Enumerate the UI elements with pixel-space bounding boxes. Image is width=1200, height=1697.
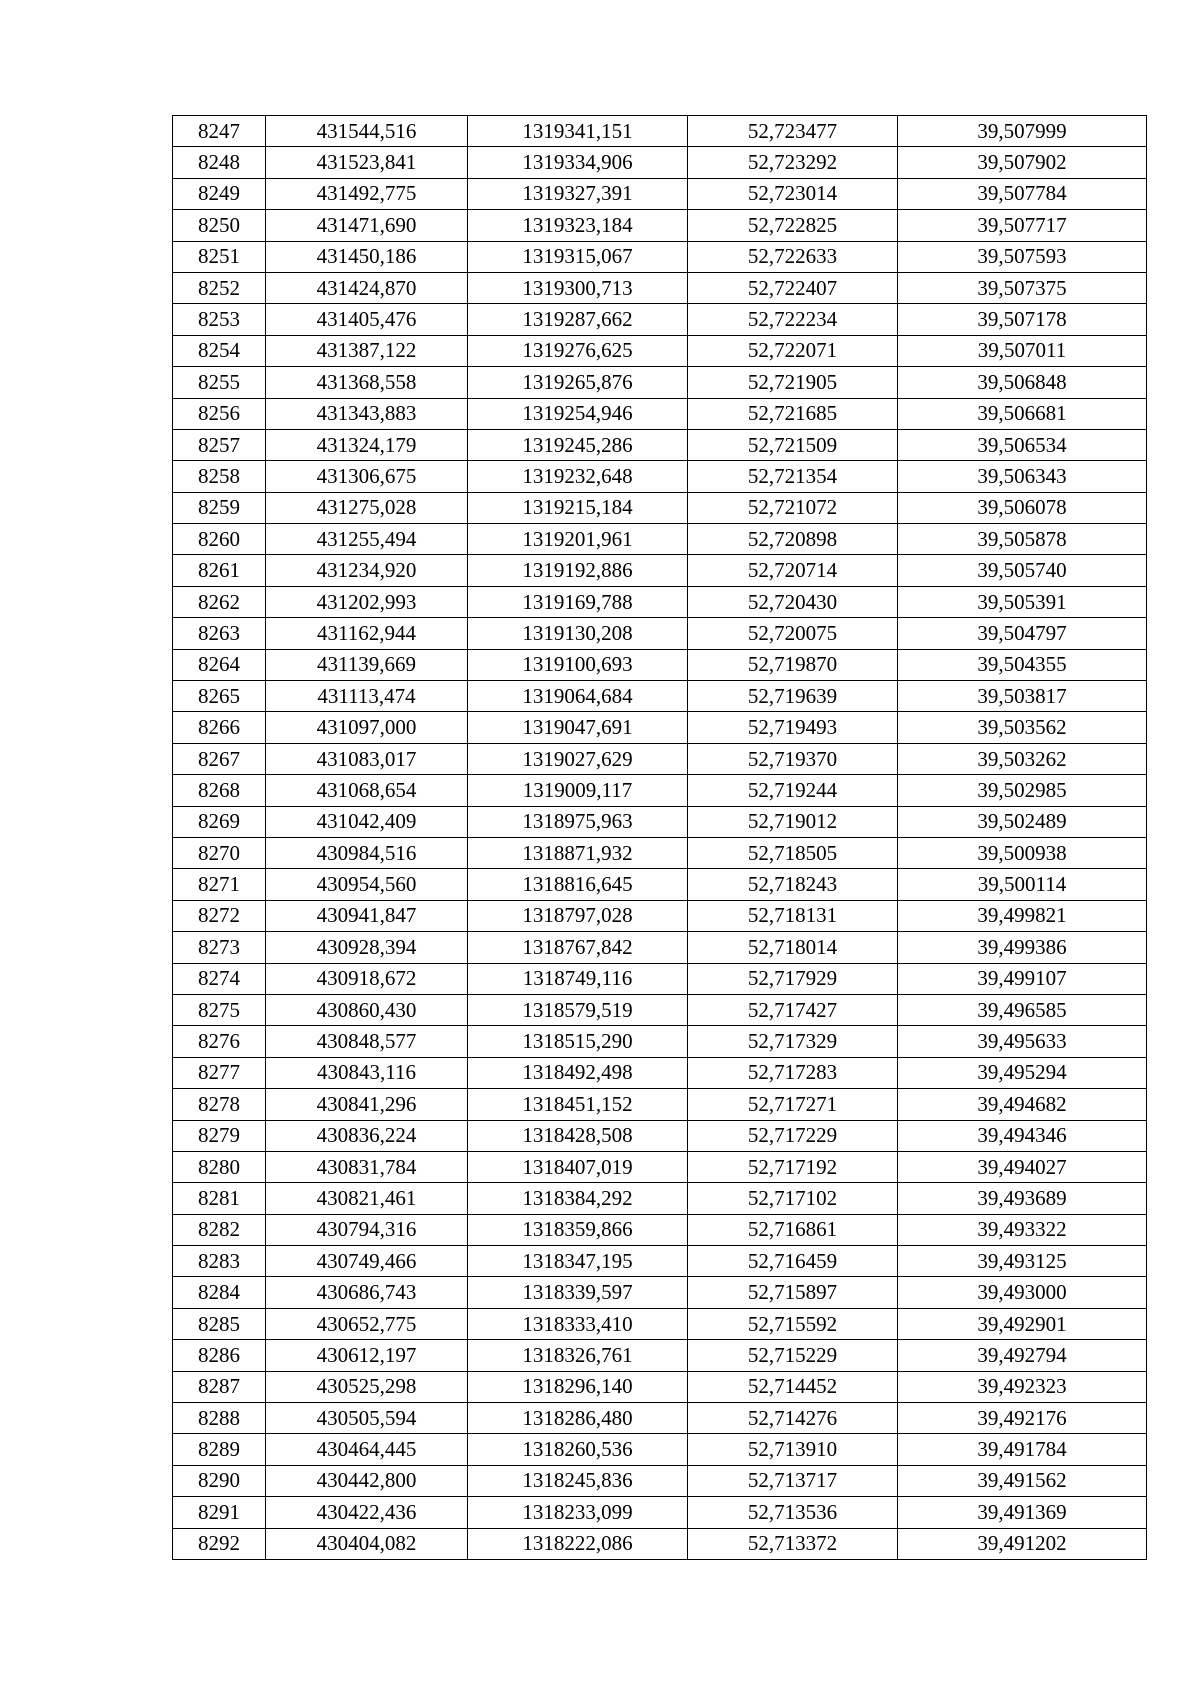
point-number-cell: 8266 bbox=[173, 712, 266, 743]
longitude-cell: 39,491784 bbox=[898, 1434, 1147, 1465]
x-coordinate-cell: 431042,409 bbox=[266, 806, 468, 837]
x-coordinate-cell: 431139,669 bbox=[266, 649, 468, 680]
table-row bbox=[173, 1308, 1147, 1339]
point-number-cell: 8285 bbox=[173, 1308, 266, 1339]
y-coordinate-cell: 1319100,693 bbox=[468, 649, 688, 680]
point-number-cell: 8259 bbox=[173, 492, 266, 523]
latitude-cell: 52,713372 bbox=[688, 1528, 898, 1559]
longitude-cell: 39,507375 bbox=[898, 272, 1147, 303]
point-number-cell: 8273 bbox=[173, 932, 266, 963]
point-number-cell: 8289 bbox=[173, 1434, 266, 1465]
table-row bbox=[173, 272, 1147, 303]
y-coordinate-cell: 1318816,645 bbox=[468, 869, 688, 900]
x-coordinate-cell: 431324,179 bbox=[266, 429, 468, 460]
y-coordinate-cell: 1318326,761 bbox=[468, 1340, 688, 1371]
latitude-cell: 52,717929 bbox=[688, 963, 898, 994]
table-row bbox=[173, 837, 1147, 868]
table-row bbox=[173, 994, 1147, 1025]
y-coordinate-cell: 1318492,498 bbox=[468, 1057, 688, 1088]
table-row bbox=[173, 649, 1147, 680]
x-coordinate-cell: 430464,445 bbox=[266, 1434, 468, 1465]
y-coordinate-cell: 1319334,906 bbox=[468, 147, 688, 178]
y-coordinate-cell: 1319265,876 bbox=[468, 367, 688, 398]
x-coordinate-cell: 430954,560 bbox=[266, 869, 468, 900]
point-number-cell: 8291 bbox=[173, 1497, 266, 1528]
x-coordinate-cell: 431368,558 bbox=[266, 367, 468, 398]
point-number-cell: 8284 bbox=[173, 1277, 266, 1308]
y-coordinate-cell: 1318975,963 bbox=[468, 806, 688, 837]
y-coordinate-cell: 1318515,290 bbox=[468, 1026, 688, 1057]
longitude-cell: 39,505391 bbox=[898, 586, 1147, 617]
longitude-cell: 39,492901 bbox=[898, 1308, 1147, 1339]
latitude-cell: 52,722825 bbox=[688, 210, 898, 241]
point-number-cell: 8288 bbox=[173, 1403, 266, 1434]
longitude-cell: 39,491562 bbox=[898, 1465, 1147, 1496]
latitude-cell: 52,721072 bbox=[688, 492, 898, 523]
x-coordinate-cell: 430794,316 bbox=[266, 1214, 468, 1245]
longitude-cell: 39,494027 bbox=[898, 1151, 1147, 1182]
point-number-cell: 8254 bbox=[173, 335, 266, 366]
y-coordinate-cell: 1318333,410 bbox=[468, 1308, 688, 1339]
longitude-cell: 39,506534 bbox=[898, 429, 1147, 460]
y-coordinate-cell: 1319009,117 bbox=[468, 775, 688, 806]
table-row bbox=[173, 335, 1147, 366]
point-number-cell: 8252 bbox=[173, 272, 266, 303]
y-coordinate-cell: 1318296,140 bbox=[468, 1371, 688, 1402]
table-row bbox=[173, 1057, 1147, 1088]
x-coordinate-cell: 431202,993 bbox=[266, 586, 468, 617]
y-coordinate-cell: 1319254,946 bbox=[468, 398, 688, 429]
latitude-cell: 52,720898 bbox=[688, 524, 898, 555]
longitude-cell: 39,507717 bbox=[898, 210, 1147, 241]
latitude-cell: 52,714276 bbox=[688, 1403, 898, 1434]
point-number-cell: 8286 bbox=[173, 1340, 266, 1371]
x-coordinate-cell: 430612,197 bbox=[266, 1340, 468, 1371]
point-number-cell: 8250 bbox=[173, 210, 266, 241]
latitude-cell: 52,717283 bbox=[688, 1057, 898, 1088]
table-row bbox=[173, 461, 1147, 492]
x-coordinate-cell: 431113,474 bbox=[266, 681, 468, 712]
y-coordinate-cell: 1318359,866 bbox=[468, 1214, 688, 1245]
table-row bbox=[173, 1340, 1147, 1371]
longitude-cell: 39,502985 bbox=[898, 775, 1147, 806]
point-number-cell: 8290 bbox=[173, 1465, 266, 1496]
x-coordinate-cell: 430525,298 bbox=[266, 1371, 468, 1402]
longitude-cell: 39,495294 bbox=[898, 1057, 1147, 1088]
point-number-cell: 8282 bbox=[173, 1214, 266, 1245]
longitude-cell: 39,507784 bbox=[898, 178, 1147, 209]
y-coordinate-cell: 1319064,684 bbox=[468, 681, 688, 712]
point-number-cell: 8253 bbox=[173, 304, 266, 335]
x-coordinate-cell: 430860,430 bbox=[266, 994, 468, 1025]
x-coordinate-cell: 430831,784 bbox=[266, 1151, 468, 1182]
y-coordinate-cell: 1318347,195 bbox=[468, 1246, 688, 1277]
table-row bbox=[173, 743, 1147, 774]
latitude-cell: 52,714452 bbox=[688, 1371, 898, 1402]
table-row bbox=[173, 429, 1147, 460]
latitude-cell: 52,713910 bbox=[688, 1434, 898, 1465]
latitude-cell: 52,715897 bbox=[688, 1277, 898, 1308]
x-coordinate-cell: 430984,516 bbox=[266, 837, 468, 868]
latitude-cell: 52,721685 bbox=[688, 398, 898, 429]
table-row bbox=[173, 304, 1147, 335]
latitude-cell: 52,720430 bbox=[688, 586, 898, 617]
longitude-cell: 39,493000 bbox=[898, 1277, 1147, 1308]
latitude-cell: 52,719370 bbox=[688, 743, 898, 774]
table-row bbox=[173, 1465, 1147, 1496]
point-number-cell: 8270 bbox=[173, 837, 266, 868]
latitude-cell: 52,713536 bbox=[688, 1497, 898, 1528]
latitude-cell: 52,716861 bbox=[688, 1214, 898, 1245]
longitude-cell: 39,493125 bbox=[898, 1246, 1147, 1277]
table-row bbox=[173, 963, 1147, 994]
table-row bbox=[173, 586, 1147, 617]
point-number-cell: 8258 bbox=[173, 461, 266, 492]
x-coordinate-cell: 430928,394 bbox=[266, 932, 468, 963]
y-coordinate-cell: 1318286,480 bbox=[468, 1403, 688, 1434]
table-row bbox=[173, 900, 1147, 931]
point-number-cell: 8280 bbox=[173, 1151, 266, 1182]
x-coordinate-cell: 430505,594 bbox=[266, 1403, 468, 1434]
y-coordinate-cell: 1319323,184 bbox=[468, 210, 688, 241]
table-row bbox=[173, 492, 1147, 523]
point-number-cell: 8277 bbox=[173, 1057, 266, 1088]
latitude-cell: 52,721509 bbox=[688, 429, 898, 460]
x-coordinate-cell: 430821,461 bbox=[266, 1183, 468, 1214]
table-row bbox=[173, 178, 1147, 209]
point-number-cell: 8281 bbox=[173, 1183, 266, 1214]
table-row bbox=[173, 210, 1147, 241]
latitude-cell: 52,717102 bbox=[688, 1183, 898, 1214]
y-coordinate-cell: 1318384,292 bbox=[468, 1183, 688, 1214]
point-number-cell: 8272 bbox=[173, 900, 266, 931]
x-coordinate-cell: 430652,775 bbox=[266, 1308, 468, 1339]
y-coordinate-cell: 1319027,629 bbox=[468, 743, 688, 774]
point-number-cell: 8268 bbox=[173, 775, 266, 806]
x-coordinate-cell: 430848,577 bbox=[266, 1026, 468, 1057]
table-row bbox=[173, 1528, 1147, 1559]
longitude-cell: 39,506848 bbox=[898, 367, 1147, 398]
x-coordinate-cell: 430686,743 bbox=[266, 1277, 468, 1308]
y-coordinate-cell: 1319232,648 bbox=[468, 461, 688, 492]
x-coordinate-cell: 431275,028 bbox=[266, 492, 468, 523]
x-coordinate-cell: 431523,841 bbox=[266, 147, 468, 178]
latitude-cell: 52,719012 bbox=[688, 806, 898, 837]
latitude-cell: 52,718014 bbox=[688, 932, 898, 963]
latitude-cell: 52,715229 bbox=[688, 1340, 898, 1371]
point-number-cell: 8262 bbox=[173, 586, 266, 617]
x-coordinate-cell: 431068,654 bbox=[266, 775, 468, 806]
x-coordinate-cell: 431234,920 bbox=[266, 555, 468, 586]
x-coordinate-cell: 430841,296 bbox=[266, 1089, 468, 1120]
table-row bbox=[173, 1089, 1147, 1120]
point-number-cell: 8265 bbox=[173, 681, 266, 712]
longitude-cell: 39,491369 bbox=[898, 1497, 1147, 1528]
x-coordinate-cell: 430442,800 bbox=[266, 1465, 468, 1496]
latitude-cell: 52,715592 bbox=[688, 1308, 898, 1339]
y-coordinate-cell: 1318339,597 bbox=[468, 1277, 688, 1308]
table-row bbox=[173, 116, 1147, 147]
x-coordinate-cell: 430836,224 bbox=[266, 1120, 468, 1151]
y-coordinate-cell: 1319327,391 bbox=[468, 178, 688, 209]
y-coordinate-cell: 1318428,508 bbox=[468, 1120, 688, 1151]
table-row bbox=[173, 241, 1147, 272]
longitude-cell: 39,494346 bbox=[898, 1120, 1147, 1151]
y-coordinate-cell: 1318245,836 bbox=[468, 1465, 688, 1496]
longitude-cell: 39,503817 bbox=[898, 681, 1147, 712]
longitude-cell: 39,493322 bbox=[898, 1214, 1147, 1245]
table-row bbox=[173, 681, 1147, 712]
y-coordinate-cell: 1318260,536 bbox=[468, 1434, 688, 1465]
table-row bbox=[173, 618, 1147, 649]
longitude-cell: 39,500938 bbox=[898, 837, 1147, 868]
point-number-cell: 8271 bbox=[173, 869, 266, 900]
latitude-cell: 52,719244 bbox=[688, 775, 898, 806]
latitude-cell: 52,713717 bbox=[688, 1465, 898, 1496]
point-number-cell: 8248 bbox=[173, 147, 266, 178]
x-coordinate-cell: 431083,017 bbox=[266, 743, 468, 774]
point-number-cell: 8256 bbox=[173, 398, 266, 429]
table-row bbox=[173, 1434, 1147, 1465]
table-row bbox=[173, 147, 1147, 178]
point-number-cell: 8251 bbox=[173, 241, 266, 272]
latitude-cell: 52,722633 bbox=[688, 241, 898, 272]
point-number-cell: 8274 bbox=[173, 963, 266, 994]
x-coordinate-cell: 431492,775 bbox=[266, 178, 468, 209]
longitude-cell: 39,505878 bbox=[898, 524, 1147, 555]
table-row bbox=[173, 1214, 1147, 1245]
longitude-cell: 39,499386 bbox=[898, 932, 1147, 963]
table-row bbox=[173, 1120, 1147, 1151]
point-number-cell: 8257 bbox=[173, 429, 266, 460]
latitude-cell: 52,718131 bbox=[688, 900, 898, 931]
y-coordinate-cell: 1318749,116 bbox=[468, 963, 688, 994]
latitude-cell: 52,718243 bbox=[688, 869, 898, 900]
y-coordinate-cell: 1319215,184 bbox=[468, 492, 688, 523]
y-coordinate-cell: 1319245,286 bbox=[468, 429, 688, 460]
longitude-cell: 39,506681 bbox=[898, 398, 1147, 429]
point-number-cell: 8278 bbox=[173, 1089, 266, 1120]
longitude-cell: 39,507593 bbox=[898, 241, 1147, 272]
y-coordinate-cell: 1319130,208 bbox=[468, 618, 688, 649]
longitude-cell: 39,503562 bbox=[898, 712, 1147, 743]
point-number-cell: 8292 bbox=[173, 1528, 266, 1559]
latitude-cell: 52,720075 bbox=[688, 618, 898, 649]
x-coordinate-cell: 431306,675 bbox=[266, 461, 468, 492]
longitude-cell: 39,507999 bbox=[898, 116, 1147, 147]
x-coordinate-cell: 431471,690 bbox=[266, 210, 468, 241]
coordinate-table-body bbox=[173, 116, 1147, 1560]
latitude-cell: 52,723292 bbox=[688, 147, 898, 178]
latitude-cell: 52,717427 bbox=[688, 994, 898, 1025]
y-coordinate-cell: 1319192,886 bbox=[468, 555, 688, 586]
y-coordinate-cell: 1318767,842 bbox=[468, 932, 688, 963]
y-coordinate-cell: 1319300,713 bbox=[468, 272, 688, 303]
latitude-cell: 52,719639 bbox=[688, 681, 898, 712]
latitude-cell: 52,717271 bbox=[688, 1089, 898, 1120]
longitude-cell: 39,504355 bbox=[898, 649, 1147, 680]
longitude-cell: 39,507902 bbox=[898, 147, 1147, 178]
x-coordinate-cell: 430422,436 bbox=[266, 1497, 468, 1528]
latitude-cell: 52,719493 bbox=[688, 712, 898, 743]
x-coordinate-cell: 431544,516 bbox=[266, 116, 468, 147]
point-number-cell: 8267 bbox=[173, 743, 266, 774]
y-coordinate-cell: 1319201,961 bbox=[468, 524, 688, 555]
table-row bbox=[173, 1497, 1147, 1528]
latitude-cell: 52,723014 bbox=[688, 178, 898, 209]
table-row bbox=[173, 806, 1147, 837]
table-row bbox=[173, 1371, 1147, 1402]
longitude-cell: 39,493689 bbox=[898, 1183, 1147, 1214]
x-coordinate-cell: 431387,122 bbox=[266, 335, 468, 366]
longitude-cell: 39,507178 bbox=[898, 304, 1147, 335]
longitude-cell: 39,504797 bbox=[898, 618, 1147, 649]
longitude-cell: 39,506343 bbox=[898, 461, 1147, 492]
table-row bbox=[173, 1403, 1147, 1434]
point-number-cell: 8264 bbox=[173, 649, 266, 680]
table-row bbox=[173, 775, 1147, 806]
x-coordinate-cell: 431162,944 bbox=[266, 618, 468, 649]
y-coordinate-cell: 1318407,019 bbox=[468, 1151, 688, 1182]
latitude-cell: 52,717229 bbox=[688, 1120, 898, 1151]
x-coordinate-cell: 430941,847 bbox=[266, 900, 468, 931]
table-row bbox=[173, 869, 1147, 900]
longitude-cell: 39,505740 bbox=[898, 555, 1147, 586]
longitude-cell: 39,491202 bbox=[898, 1528, 1147, 1559]
longitude-cell: 39,499821 bbox=[898, 900, 1147, 931]
longitude-cell: 39,495633 bbox=[898, 1026, 1147, 1057]
point-number-cell: 8247 bbox=[173, 116, 266, 147]
table-row bbox=[173, 1277, 1147, 1308]
y-coordinate-cell: 1318222,086 bbox=[468, 1528, 688, 1559]
point-number-cell: 8275 bbox=[173, 994, 266, 1025]
longitude-cell: 39,492794 bbox=[898, 1340, 1147, 1371]
point-number-cell: 8269 bbox=[173, 806, 266, 837]
x-coordinate-cell: 430404,082 bbox=[266, 1528, 468, 1559]
table-row bbox=[173, 1246, 1147, 1277]
point-number-cell: 8283 bbox=[173, 1246, 266, 1277]
y-coordinate-cell: 1318797,028 bbox=[468, 900, 688, 931]
y-coordinate-cell: 1319315,067 bbox=[468, 241, 688, 272]
table-row bbox=[173, 712, 1147, 743]
table-row bbox=[173, 398, 1147, 429]
y-coordinate-cell: 1319047,691 bbox=[468, 712, 688, 743]
table-row bbox=[173, 367, 1147, 398]
latitude-cell: 52,719870 bbox=[688, 649, 898, 680]
table-row bbox=[173, 1026, 1147, 1057]
latitude-cell: 52,716459 bbox=[688, 1246, 898, 1277]
latitude-cell: 52,717192 bbox=[688, 1151, 898, 1182]
latitude-cell: 52,718505 bbox=[688, 837, 898, 868]
table-row bbox=[173, 524, 1147, 555]
longitude-cell: 39,503262 bbox=[898, 743, 1147, 774]
latitude-cell: 52,721905 bbox=[688, 367, 898, 398]
y-coordinate-cell: 1318871,932 bbox=[468, 837, 688, 868]
x-coordinate-cell: 431255,494 bbox=[266, 524, 468, 555]
point-number-cell: 8249 bbox=[173, 178, 266, 209]
table-row bbox=[173, 932, 1147, 963]
table-row bbox=[173, 555, 1147, 586]
x-coordinate-cell: 431343,883 bbox=[266, 398, 468, 429]
point-number-cell: 8279 bbox=[173, 1120, 266, 1151]
latitude-cell: 52,722234 bbox=[688, 304, 898, 335]
x-coordinate-cell: 430918,672 bbox=[266, 963, 468, 994]
latitude-cell: 52,722071 bbox=[688, 335, 898, 366]
point-number-cell: 8260 bbox=[173, 524, 266, 555]
x-coordinate-cell: 431424,870 bbox=[266, 272, 468, 303]
y-coordinate-cell: 1318579,519 bbox=[468, 994, 688, 1025]
longitude-cell: 39,499107 bbox=[898, 963, 1147, 994]
point-number-cell: 8255 bbox=[173, 367, 266, 398]
longitude-cell: 39,494682 bbox=[898, 1089, 1147, 1120]
longitude-cell: 39,496585 bbox=[898, 994, 1147, 1025]
coordinate-table bbox=[172, 115, 1147, 1560]
x-coordinate-cell: 431405,476 bbox=[266, 304, 468, 335]
longitude-cell: 39,506078 bbox=[898, 492, 1147, 523]
latitude-cell: 52,722407 bbox=[688, 272, 898, 303]
x-coordinate-cell: 431097,000 bbox=[266, 712, 468, 743]
y-coordinate-cell: 1319287,662 bbox=[468, 304, 688, 335]
latitude-cell: 52,720714 bbox=[688, 555, 898, 586]
table-row bbox=[173, 1183, 1147, 1214]
y-coordinate-cell: 1318451,152 bbox=[468, 1089, 688, 1120]
latitude-cell: 52,723477 bbox=[688, 116, 898, 147]
y-coordinate-cell: 1319341,151 bbox=[468, 116, 688, 147]
point-number-cell: 8287 bbox=[173, 1371, 266, 1402]
x-coordinate-cell: 430749,466 bbox=[266, 1246, 468, 1277]
point-number-cell: 8261 bbox=[173, 555, 266, 586]
longitude-cell: 39,502489 bbox=[898, 806, 1147, 837]
x-coordinate-cell: 431450,186 bbox=[266, 241, 468, 272]
longitude-cell: 39,492323 bbox=[898, 1371, 1147, 1402]
x-coordinate-cell: 430843,116 bbox=[266, 1057, 468, 1088]
latitude-cell: 52,717329 bbox=[688, 1026, 898, 1057]
y-coordinate-cell: 1318233,099 bbox=[468, 1497, 688, 1528]
y-coordinate-cell: 1319276,625 bbox=[468, 335, 688, 366]
point-number-cell: 8263 bbox=[173, 618, 266, 649]
table-row bbox=[173, 1151, 1147, 1182]
y-coordinate-cell: 1319169,788 bbox=[468, 586, 688, 617]
latitude-cell: 52,721354 bbox=[688, 461, 898, 492]
longitude-cell: 39,500114 bbox=[898, 869, 1147, 900]
point-number-cell: 8276 bbox=[173, 1026, 266, 1057]
longitude-cell: 39,507011 bbox=[898, 335, 1147, 366]
longitude-cell: 39,492176 bbox=[898, 1403, 1147, 1434]
